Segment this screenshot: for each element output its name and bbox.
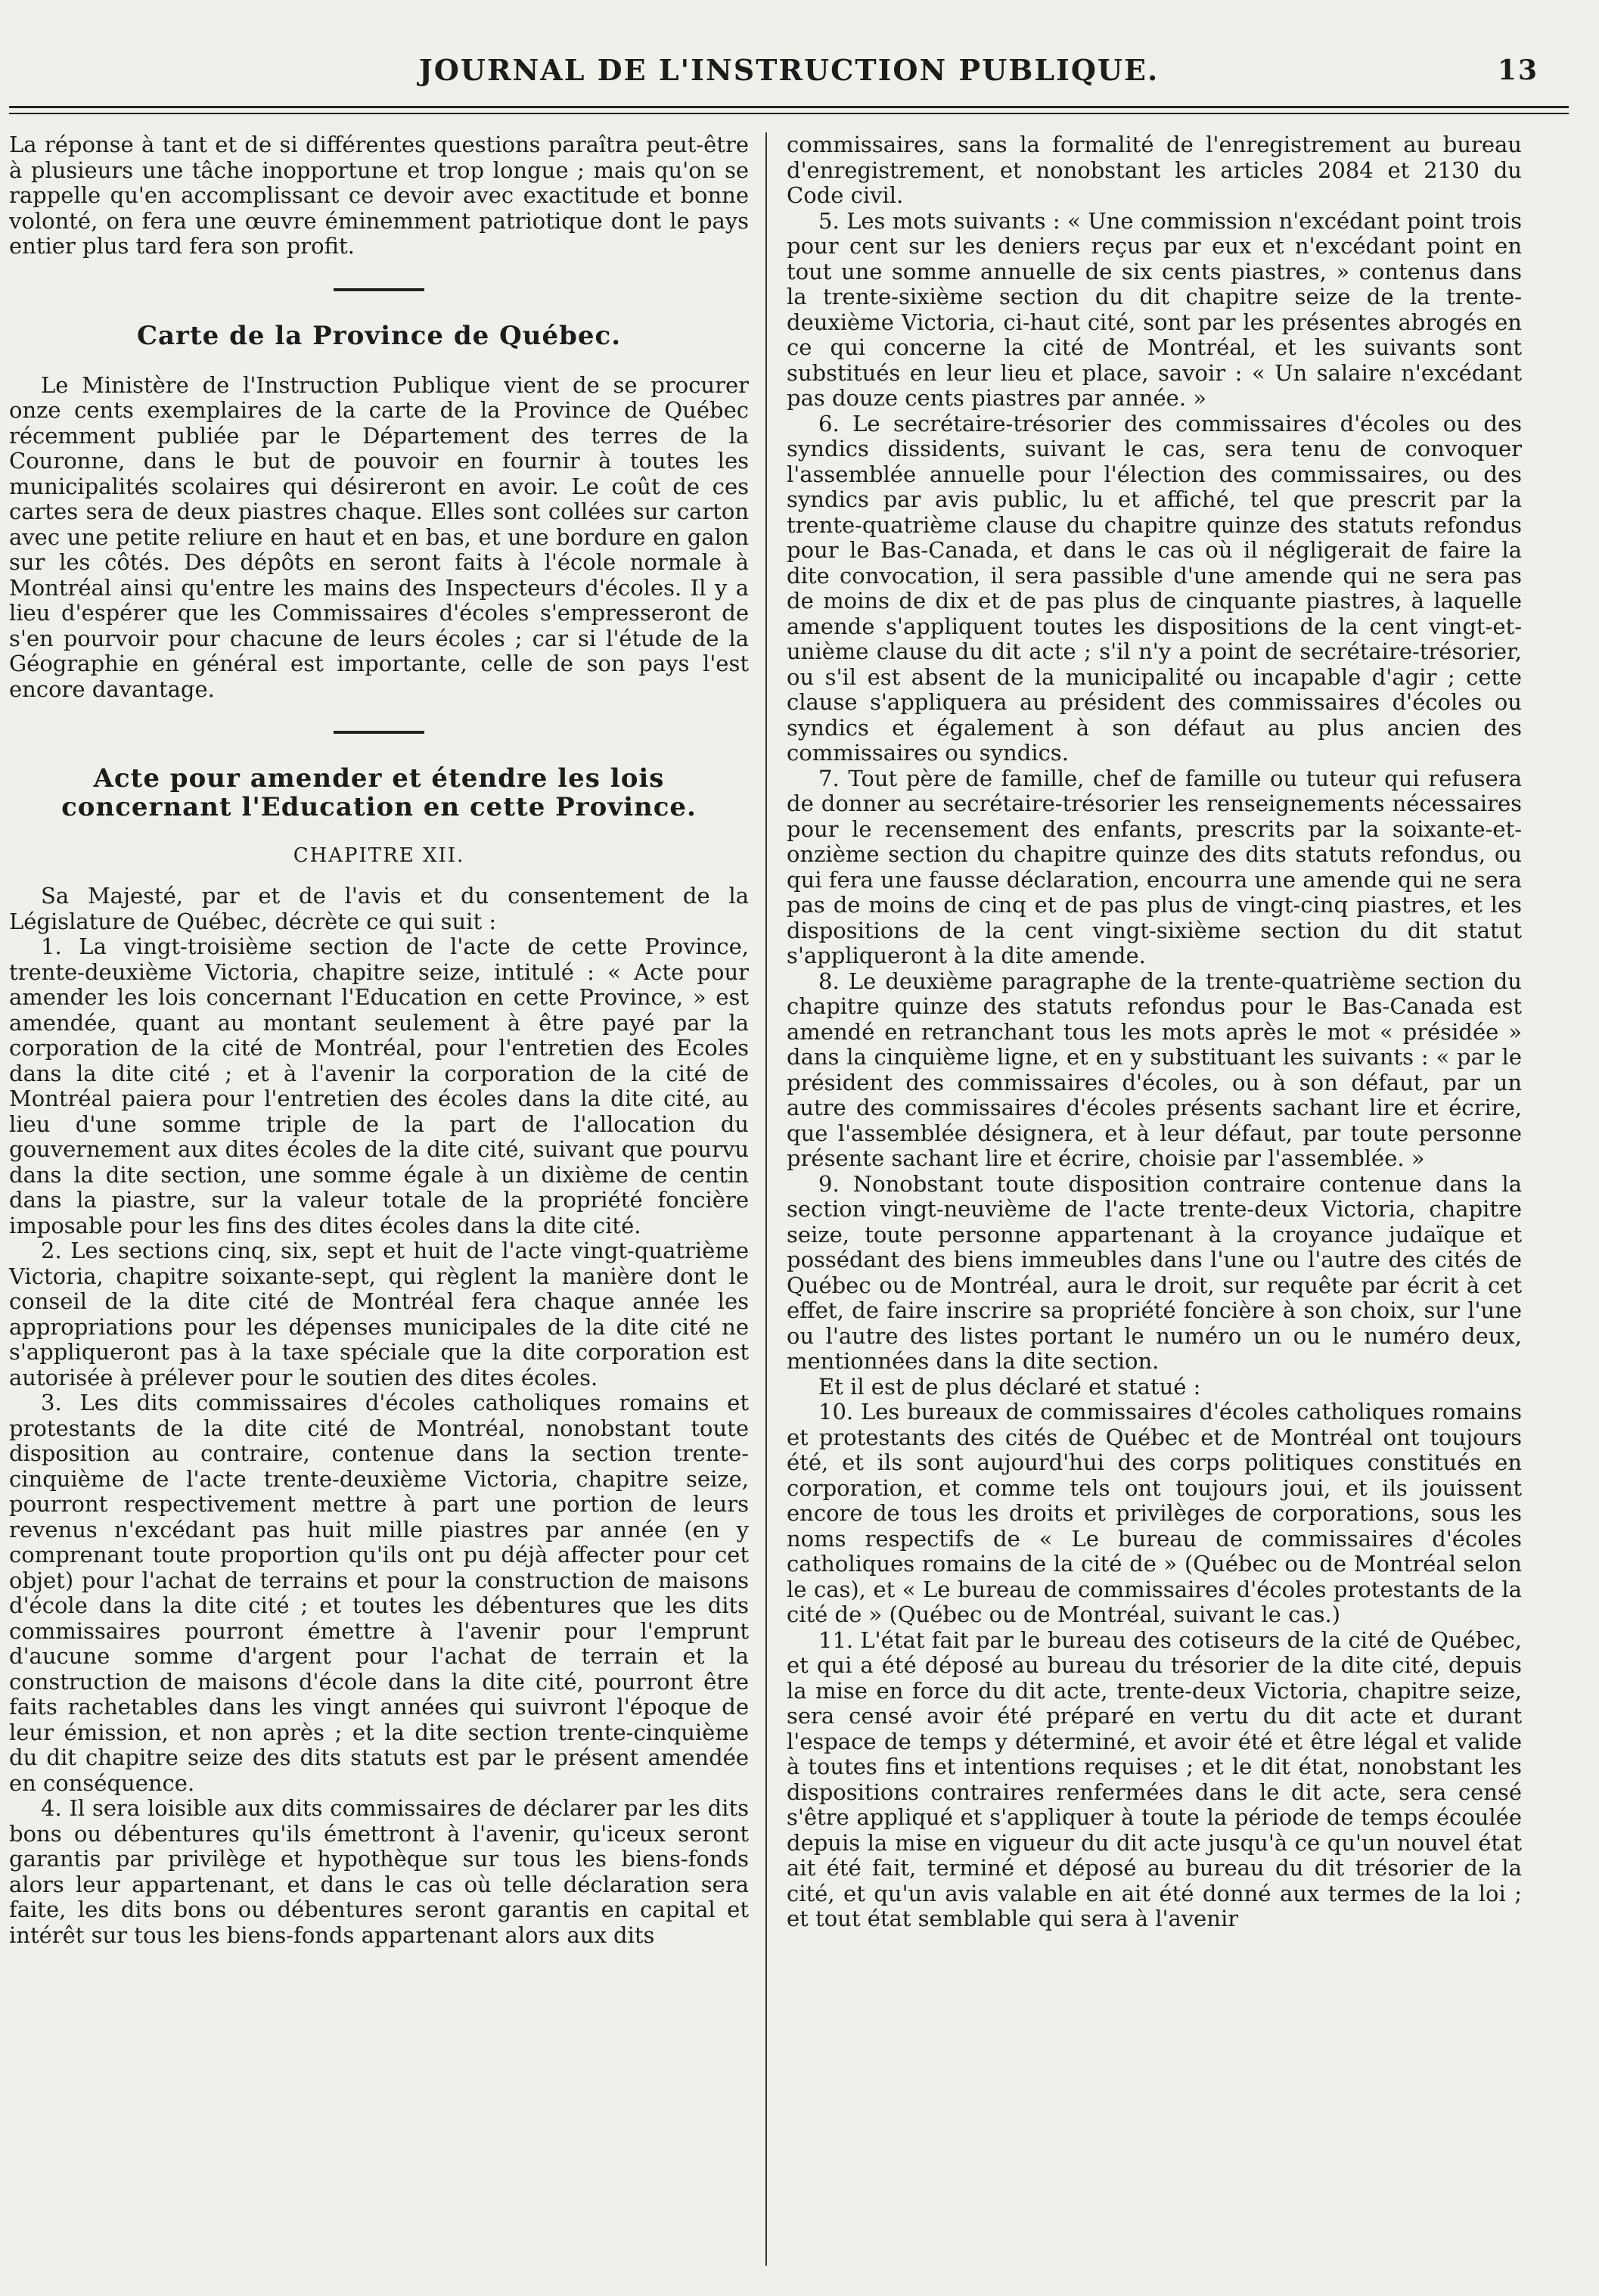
- right-column: [765, 132, 1522, 2266]
- section-7: 7. Tout père de famille, chef de famille ou tuteur qui refusera de donner au secrétaire-trésorier les renseignements nécessaires pour le recensement des enfants, prescrits par la soixante-et-onzième section du chapitre quinze des dits statuts refondus, ou qui fera une fausse déclaration, encourra une amende qui ne sera pas de moins de cinq et de pas plus de vingt-cinq piastres, et les dispositions de la cent vingt-sixième section du dit statut s'appliqueront à la dite amende.: [787, 765, 1522, 968]
- journal-title: JOURNAL DE L'INSTRUCTION PUBLIQUE.: [418, 53, 1160, 87]
- declaration-line: Et il est de plus déclaré et statué :: [818, 1373, 1201, 1400]
- carte-paragraph: Le Ministère de l'Instruction Publique vient de se procurer onze cents exemplaires de la carte de la Province de Québec récemment publiée par le Département des terres de la Couronne, dans le but de pouvoir en fournir à toutes les municipalités scolaires qui désireront en avoir. Le coût de ces cartes sera de deux piastres chaque. Elles sont collées sur carton avec une petite reliure en haut et en bas, et une bordure en galon sur les côtés. Des dépôts en seront faits à l'école normale à Montréal ainsi qu'entre les mains des Inspecteurs d'écoles. Il y a lieu d'espérer que les Commissaires d'écoles s'empresseront de s'en pourvoir pour chacune de leurs écoles ; car si l'étude de la Géographie en général est importante, celle de son pays l'est encore davantage.: [9, 371, 749, 702]
- carte-heading: Carte de la Province de Québec.: [136, 320, 622, 351]
- section-5: 5. Les mots suivants : « Une commission n'excédant point trois pour cent sur les deniers reçus par eux et n'excédant point en tout une somme annuelle de six cents piastres, » contenus dans la trente-sixième section du dit chapitre seize de la trente-deuxième Victoria, ci-haut cité, sont par les présentes abrogés en ce qui concerne la cité de Montréal, et les suivants sont substitués en leur lieu et place, savoir : « Un salaire n'excédant pas douze cents piastres par année. »: [787, 207, 1522, 411]
- text-columns: [9, 132, 1569, 2266]
- left-column: [9, 132, 765, 2266]
- section-11: 11. L'état fait par le bureau des cotiseurs de la cité de Québec, et qui a été déposé au bureau du trésorier de la dite cité, depuis la mise en force du dit acte, trente-deux Victoria, chapitre seize, sera censé avoir été préparé en vertu du dit acte et durant l'espace de temps y déterminé, et avoir été et être légal et valide à toutes fins et intentions requises ; et le dit état, nonobstant les dispositions contraires renfermées dans le dit acte, sera censé s'être appliqué et s'appliquer à toute la période de temps écoulée depuis la mise en vigueur du dit acte jusqu'à ce qu'un nouvel état ait été fait, terminé et déposé au bureau du dit trésorier de la cité, et qu'un avis valable en ait été donné aux termes de la loi ; et tout état semblable qui sera à l'avenir: [787, 1626, 1522, 1931]
- section-separator: [334, 731, 424, 734]
- section-8: 8. Le deuxième paragraphe de la trente-quatrième section du chapitre quinze des statuts refondus pour le Bas-Canada est amendé en retranchant tous les mots après le mot « présidée » dans la cinquième ligne, et en y substituant les suivants : « par le président des commissaires d'écoles, ou à son défaut, par un autre des commissaires d'écoles présents sachant lire et écrire, que l'assemblée désignera, et à leur défaut, par toute personne présente sachant lire et écrire, choisie par l'assemblée. »: [787, 968, 1522, 1171]
- section-6: 6. Le secrétaire-trésorier des commissaires d'écoles ou des syndics dissidents, suivant le cas, sera tenu de convoquer l'assemblée annuelle pour l'élection des commissaires, ou des syndics par avis public, lu et affiché, tel que prescrit par la trente-quatrième clause du chapitre quinze des statuts refondus pour le Bas-Canada, et dans le cas où il négligerait de faire la dite convocation, il sera passible d'une amende qui ne sera pas de moins de dix et de pas plus de cinquante piastres, à laquelle amende s'appliquent toutes les dispositions de la cent vingt-et-unième clause du dit acte ; s'il n'y a point de secrétaire-trésorier, ou s'il est absent de la municipalité ou incapable d'agir ; cette clause s'appliquera au président des commissaires d'écoles ou syndics et également à son défaut au plus ancien des commissaires ou syndics.: [787, 410, 1522, 766]
- section-10: 10. Les bureaux de commissaires d'écoles catholiques romains et protestants des cités de Québec et de Montréal ont toujours été, et ils sont aujourd'hui des corps politiques constitués en corporation, et comme tels ont toujours joui, et ils jouissent encore de tous les droits et privilèges de corporations, sous les noms respectifs de « Le bureau de commissaires d'écoles catholiques romains de la cité de » (Québec ou de Montréal selon le cas), et « Le bureau de commissaires d'écoles protestants de la cité de » (Québec ou de Montréal, suivant le cas.): [787, 1399, 1522, 1627]
- section-9: 9. Nonobstant toute disposition contraire contenue dans la section vingt-neuvième de l'acte trente-deux Victoria, chapitre seize, toute personne appartenant à la croyance judaïque et possédant des biens immeubles dans l'une ou l'autre des cités de Québec ou de Montréal, aura le droit, sur requête par écrit à cet effet, de faire inscrire sa propriété foncière à son choix, sur l'une ou l'autre des listes portant le numéro un ou le numéro deux, mentionnées dans la dite section.: [787, 1170, 1522, 1374]
- section-4: 4. Il sera loisible aux dits commissaires de déclarer par les dits bons ou débentures qu'ils émettront à l'avenir, qu'iceux seront garantis par privilège et hypothèque sur tous les biens-fonds alors leur appartenant, et dans le cas où telle déclaration sera faite, les dits bons ou débentures seront garantis en capital et intérêt sur tous les biens-fonds appartenant alors aux dits: [9, 1795, 749, 1948]
- section-2: 2. Les sections cinq, six, sept et huit de l'acte vingt-quatrième Victoria, chapitre soixante-sept, qui règlent la manière dont le conseil de la dite cité de Montréal fera chaque année les appropriations pour les dépenses municipales de la dite cité ne s'appliqueront pas à la taxe spéciale que la dite corporation est autorisée à prélever pour le soutien des dites écoles.: [9, 1238, 749, 1390]
- page-header: [9, 53, 1569, 95]
- page-number: 13: [1497, 54, 1538, 86]
- preamble-paragraph: Sa Majesté, par et de l'avis et du consentement de la Législature de Québec, décrète ce qui suit :: [9, 883, 749, 934]
- acte-heading: Acte pour amender et étendre les lois concernant l'Education en cette Province.: [61, 763, 697, 822]
- section-separator: [334, 288, 424, 291]
- section-3: 3. Les dits commissaires d'écoles catholiques romains et protestants de la dite cité de Montréal, nonobstant toute disposition au contraire, contenue dans la section trente-cinquième de l'acte trente-deuxième Victoria, chapitre seize, pourront respectivement mettre à part une portion de leurs revenus n'excédant pas huit mille piastres par année (en y comprenant toute proportion qu'ils ont pu déjà affecter pour cet objet) pour l'achat de terrains et pour la construction de maisons d'école dans la dite cité ; et toutes les débentures que les dits commissaires pourront émettre à l'avenir pour l'emprunt d'aucune somme d'argent pour l'achat de terrain et la construction de maisons d'école dans la dite cité, pourront être faits rachetables dans les vingt années qui suivront l'époque de leur émission, et non après ; et la dite section trente-cinquième du dit chapitre seize des dits statuts est par le présent amendée en conséquence.: [9, 1390, 749, 1796]
- chapter-heading: CHAPITRE XII.: [293, 844, 465, 867]
- header-rule-bottom: [9, 113, 1569, 114]
- section-1: 1. La vingt-troisième section de l'acte de cette Province, trente-deuxième Victoria, chapitre seize, intitulé : « Acte pour amender les lois concernant l'Education en cette Province, » est amendée, quant au montant seulement à être payé par la corporation de la cité de Montréal, pour l'entretien des Ecoles dans la dite cité ; et à l'avenir la corporation de la cité de Montréal paiera pour l'entretien des écoles dans la dite cité, au lieu d'une somme triple de la part de l'allocation du gouvernement aux dites écoles de la dite cité, suivant que pourvu dans la dite section, une somme égale à un dixième de centin dans la piastre, sur la valeur totale de la propriété foncière imposable pour les fins des dites écoles dans la dite cité.: [9, 934, 749, 1238]
- section-4-continued: commissaires, sans la formalité de l'enregistrement au bureau d'enregistrement, et nonobstant les articles 2084 et 2130 du Code civil.: [787, 132, 1522, 208]
- intro-paragraph: La réponse à tant et de si différentes questions paraîtra peut-être à plusieurs une tâche inopportune et trop longue ; mais qu'on se rappelle qu'en accomplissant ce devoir avec exactitude et bonne volonté, on fera une œuvre éminemment patriotique dont le pays entier plus tard fera son profit.: [9, 132, 749, 259]
- header-rule-top: [9, 106, 1569, 108]
